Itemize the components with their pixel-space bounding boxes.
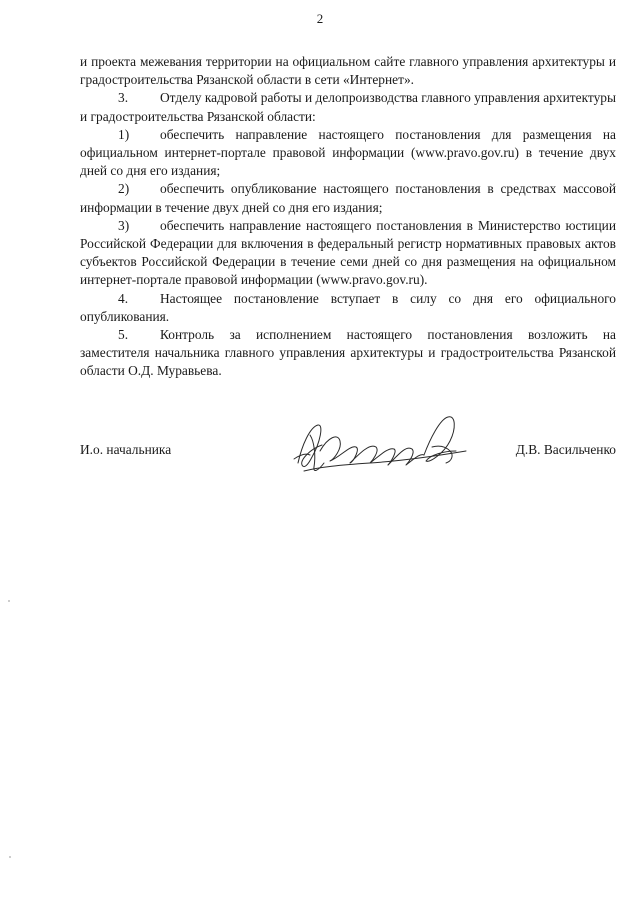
paragraph-subitem-2 [80, 180, 616, 216]
paragraph-text: Отделу кадровой работы и делопроизводства главного управления архитектуры и градостроительства Рязанской области: [80, 90, 616, 124]
paragraph-text: обеспечить опубликование настоящего постановления в средствах массовой информации в течение двух дней со дня его издания; [80, 181, 616, 215]
paragraph-subitem-3 [80, 217, 616, 290]
paragraph-text: Контроль за исполнением настоящего постановления возложить на заместителя начальника главного управления архитектуры и градостроительства Рязанской области О.Д. Муравьева. [80, 327, 616, 379]
paragraph-text: обеспечить направление настоящего постановления для размещения на официальном интернет-портале правовой информации (www.pravo.gov.ru) в течение двух дней со дня его издания; [80, 126, 616, 179]
signatory-name: Д.В. Васильченко [515, 442, 616, 457]
item-number: 1) [118, 126, 130, 142]
page-number: 2 [316, 11, 324, 26]
document-body [80, 53, 616, 381]
paragraph-item-3 [80, 89, 616, 125]
paragraph-text: Настоящее постановление вступает в силу со дня его официального опубликования. [80, 290, 616, 324]
paragraph-text: и проекта межевания территории на официальном сайте главного управления архитектуры и градостроительства Рязанской области в сети «Интернет». [80, 54, 616, 88]
item-number: 5. [118, 327, 129, 343]
item-number: 2) [118, 181, 130, 197]
item-number: 3) [118, 217, 130, 233]
signature-block [80, 441, 616, 463]
signatory-title: И.о. начальника [80, 442, 172, 457]
paragraph-text: обеспечить направление настоящего постановления в Министерство юстиции Российской Федерации для включения в федеральный регистр нормативных правовых актов субъектов Российской Федерации в течение семи дней со дня размещения на официальном интернет-портале правовой информации (www.pravo.gov.ru). [80, 217, 616, 288]
item-number: 4. [118, 290, 129, 306]
paragraph-subitem-1 [80, 126, 616, 181]
paragraph-continuation [80, 53, 616, 89]
paragraph-item-5 [80, 326, 616, 381]
scan-speck [8, 600, 10, 602]
paragraph-item-4 [80, 290, 616, 326]
item-number: 3. [118, 90, 129, 106]
scan-speck [9, 856, 11, 858]
